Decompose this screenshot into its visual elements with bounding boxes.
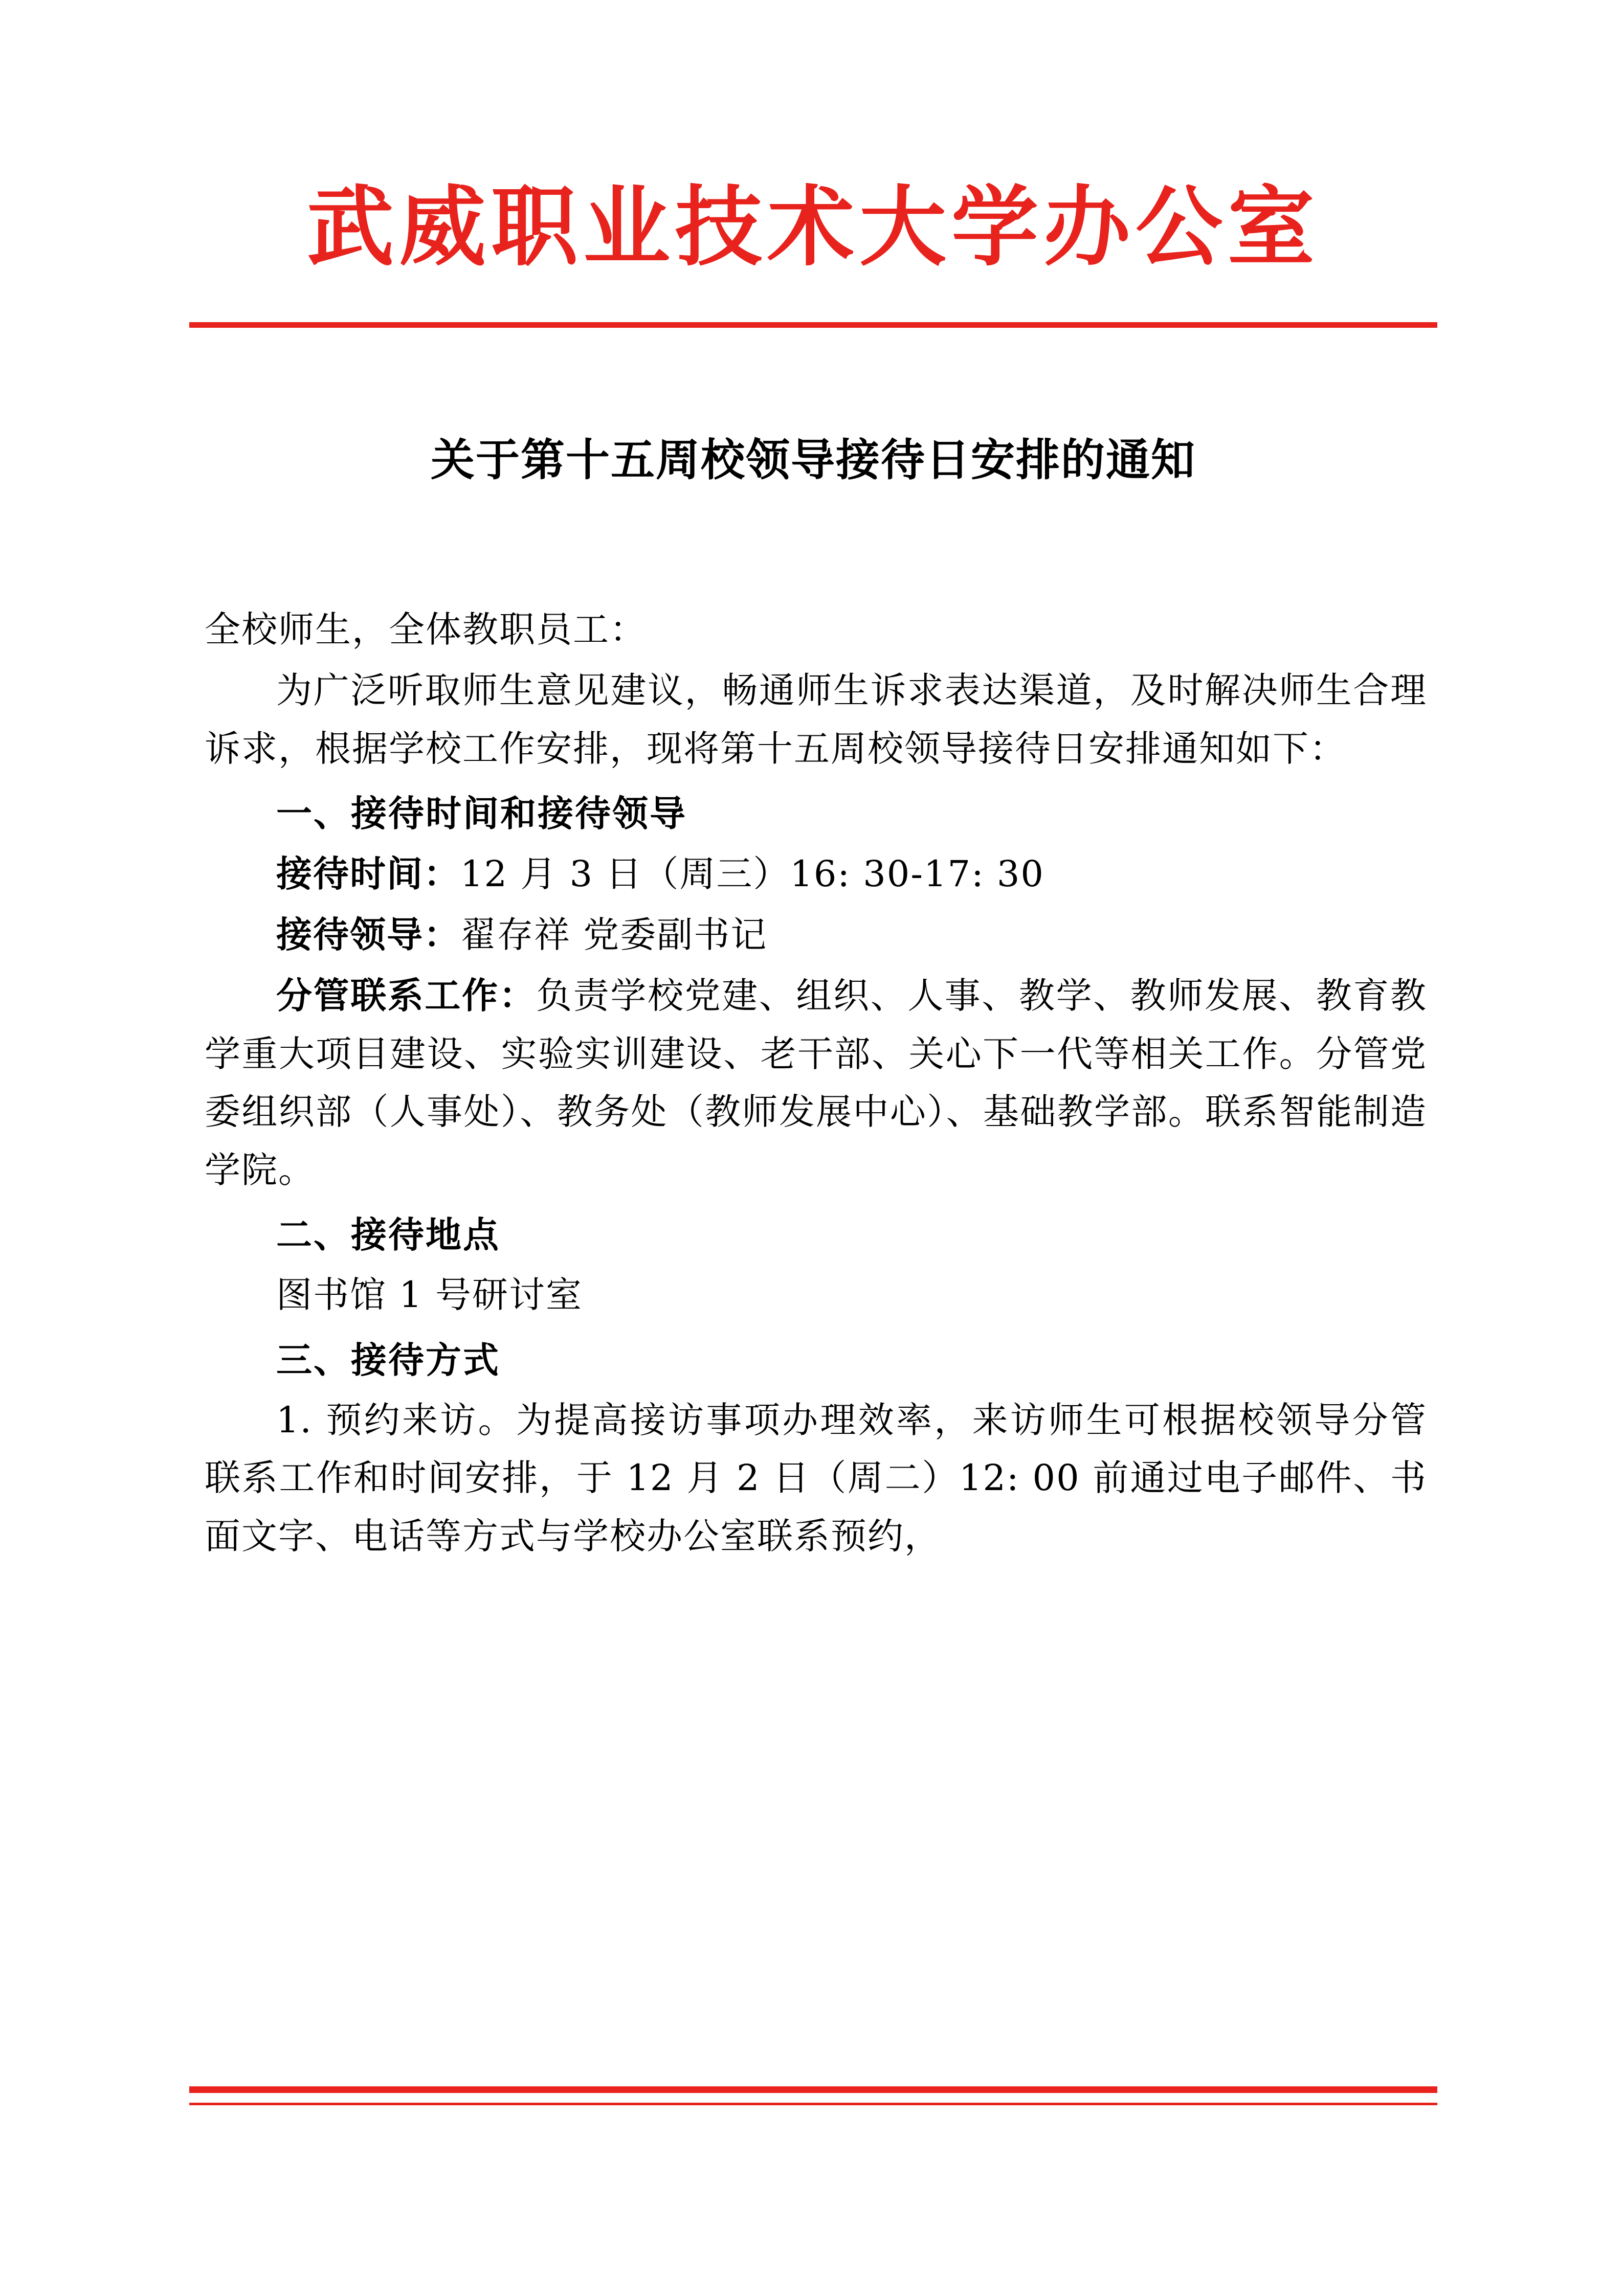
reception-location: 图书馆 1 号研讨室 [276, 1274, 583, 1316]
duties-line [205, 967, 1427, 1199]
letterhead-title: 武威职业技术大学办公室 [306, 176, 1320, 278]
section-heading-two: 二、接待地点 [276, 1213, 500, 1256]
reception-leader-value: 翟存祥 党委副书记 [460, 913, 768, 956]
salutation: 全校师生，全体教职员工： [205, 609, 647, 650]
reception-leader-label: 接待领导： [276, 913, 460, 956]
reception-time-label: 接待时间： [276, 852, 460, 895]
duties-label: 分管联系工作： [276, 975, 537, 1017]
reception-time-line [205, 845, 1427, 903]
section-heading-one: 一、接待时间和接待领导 [276, 793, 687, 835]
document-body [205, 601, 1427, 1568]
reception-leader-line [205, 906, 1427, 964]
letterhead [189, 176, 1437, 278]
intro-paragraph: 为广泛听取师生意见建议，畅通师生诉求表达渠道，及时解决师生合理诉求，根据学校工作安排，现将第十五周校领导接待日安排通知如下： [205, 669, 1427, 770]
section-heading-three: 三、接待方式 [276, 1339, 500, 1381]
letterhead-rule [189, 322, 1437, 328]
reception-time-value: 12 月 3 日（周三）16: 30-17: 30 [460, 852, 1044, 895]
footer-rule-thin [189, 2103, 1437, 2105]
reception-method-item-one: 1. 预约来访。为提高接访事项办理效率，来访师生可根据校领导分管联系工作和时间安排，于 12 月 2 日（周二）12: 00 前通过电子邮件、书面文字、电话等方式与学校办公室联系预约， [205, 1399, 1427, 1557]
footer-rule-thick [189, 2086, 1437, 2093]
page-content-area [189, 0, 1437, 2296]
duties-value: 负责学校党建、组织、人事、教学、教师发展、教育教学重大项目建设、实验实训建设、老干部、关心下一代等相关工作。分管党委组织部（人事处）、教务处（教师发展中心）、基础教学部。联系智能制造学院。 [205, 975, 1428, 1191]
page-title: 关于第十五周校领导接待日安排的通知 [431, 435, 1196, 486]
